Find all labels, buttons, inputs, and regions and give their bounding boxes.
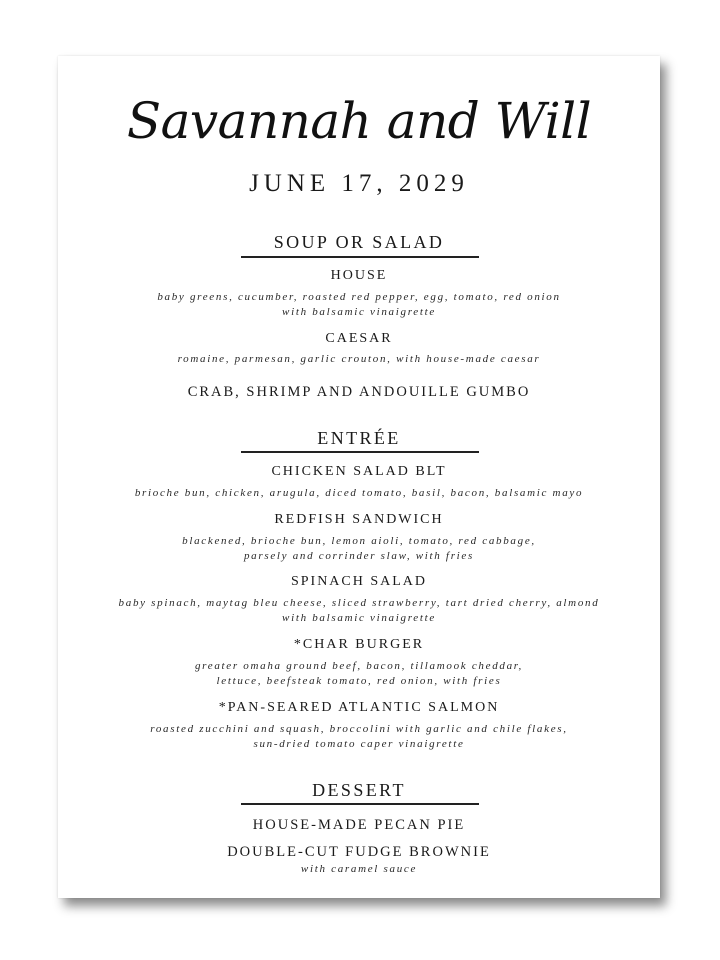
menu-item-house: HOUSE [330, 268, 388, 283]
couple-names-title: Savannah and Will [126, 92, 592, 150]
menu-item-description: greater omaha ground beef, bacon, tillamook cheddar, [194, 660, 524, 672]
menu-item-description: brioche bun, chicken, arugula, diced tomato, basil, bacon, balsamic mayo [134, 487, 584, 499]
menu-item-description: sun-dried tomato caper vinaigrette [253, 738, 465, 750]
menu-card [58, 56, 660, 898]
menu-item-pecan-pie: HOUSE-MADE PECAN PIE [252, 817, 466, 833]
menu-item-description: roasted zucchini and squash, broccolini with garlic and chile flakes, [150, 723, 568, 735]
wedding-date: JUNE 17, 2029 [249, 170, 469, 197]
menu-item-char-burger: *CHAR BURGER [293, 637, 425, 652]
menu-item-description: baby spinach, maytag bleu cheese, sliced strawberry, tart dried cherry, almond [118, 597, 600, 609]
menu-item-redfish-sandwich: REDFISH SANDWICH [274, 512, 444, 527]
section-heading-entree: ENTRÉE [317, 428, 401, 448]
menu-item-description: with caramel sauce [300, 863, 418, 875]
menu-item-fudge-brownie: DOUBLE-CUT FUDGE BROWNIE [227, 844, 491, 860]
section-divider [241, 451, 479, 453]
menu-item-caesar: CAESAR [325, 331, 393, 346]
section-heading-dessert: DESSERT [312, 780, 406, 800]
menu-item-description: with balsamic vinaigrette [282, 612, 436, 624]
section-heading-soup-or-salad: SOUP OR SALAD [273, 232, 445, 252]
menu-item-description: parsely and corrinder slaw, with fries [243, 550, 474, 562]
section-divider [241, 256, 479, 258]
menu-item-description: with balsamic vinaigrette [282, 306, 436, 318]
menu-item-spinach-salad: SPINACH SALAD [290, 574, 428, 589]
menu-item-gumbo: CRAB, SHRIMP AND ANDOUILLE GUMBO [187, 384, 531, 400]
menu-item-description: baby greens, cucumber, roasted red pepper, egg, tomato, red onion [157, 291, 561, 303]
menu-item-description: romaine, parmesan, garlic crouton, with house-made caesar [177, 353, 541, 365]
section-divider [241, 803, 479, 805]
menu-item-atlantic-salmon: *PAN-SEARED ATLANTIC SALMON [218, 700, 500, 715]
menu-item-description: blackened, brioche bun, lemon aioli, tomato, red cabbage, [182, 535, 536, 547]
menu-item-description: lettuce, beefsteak tomato, red onion, with fries [216, 675, 502, 687]
menu-item-chicken-salad-blt: CHICKEN SALAD BLT [271, 464, 447, 479]
